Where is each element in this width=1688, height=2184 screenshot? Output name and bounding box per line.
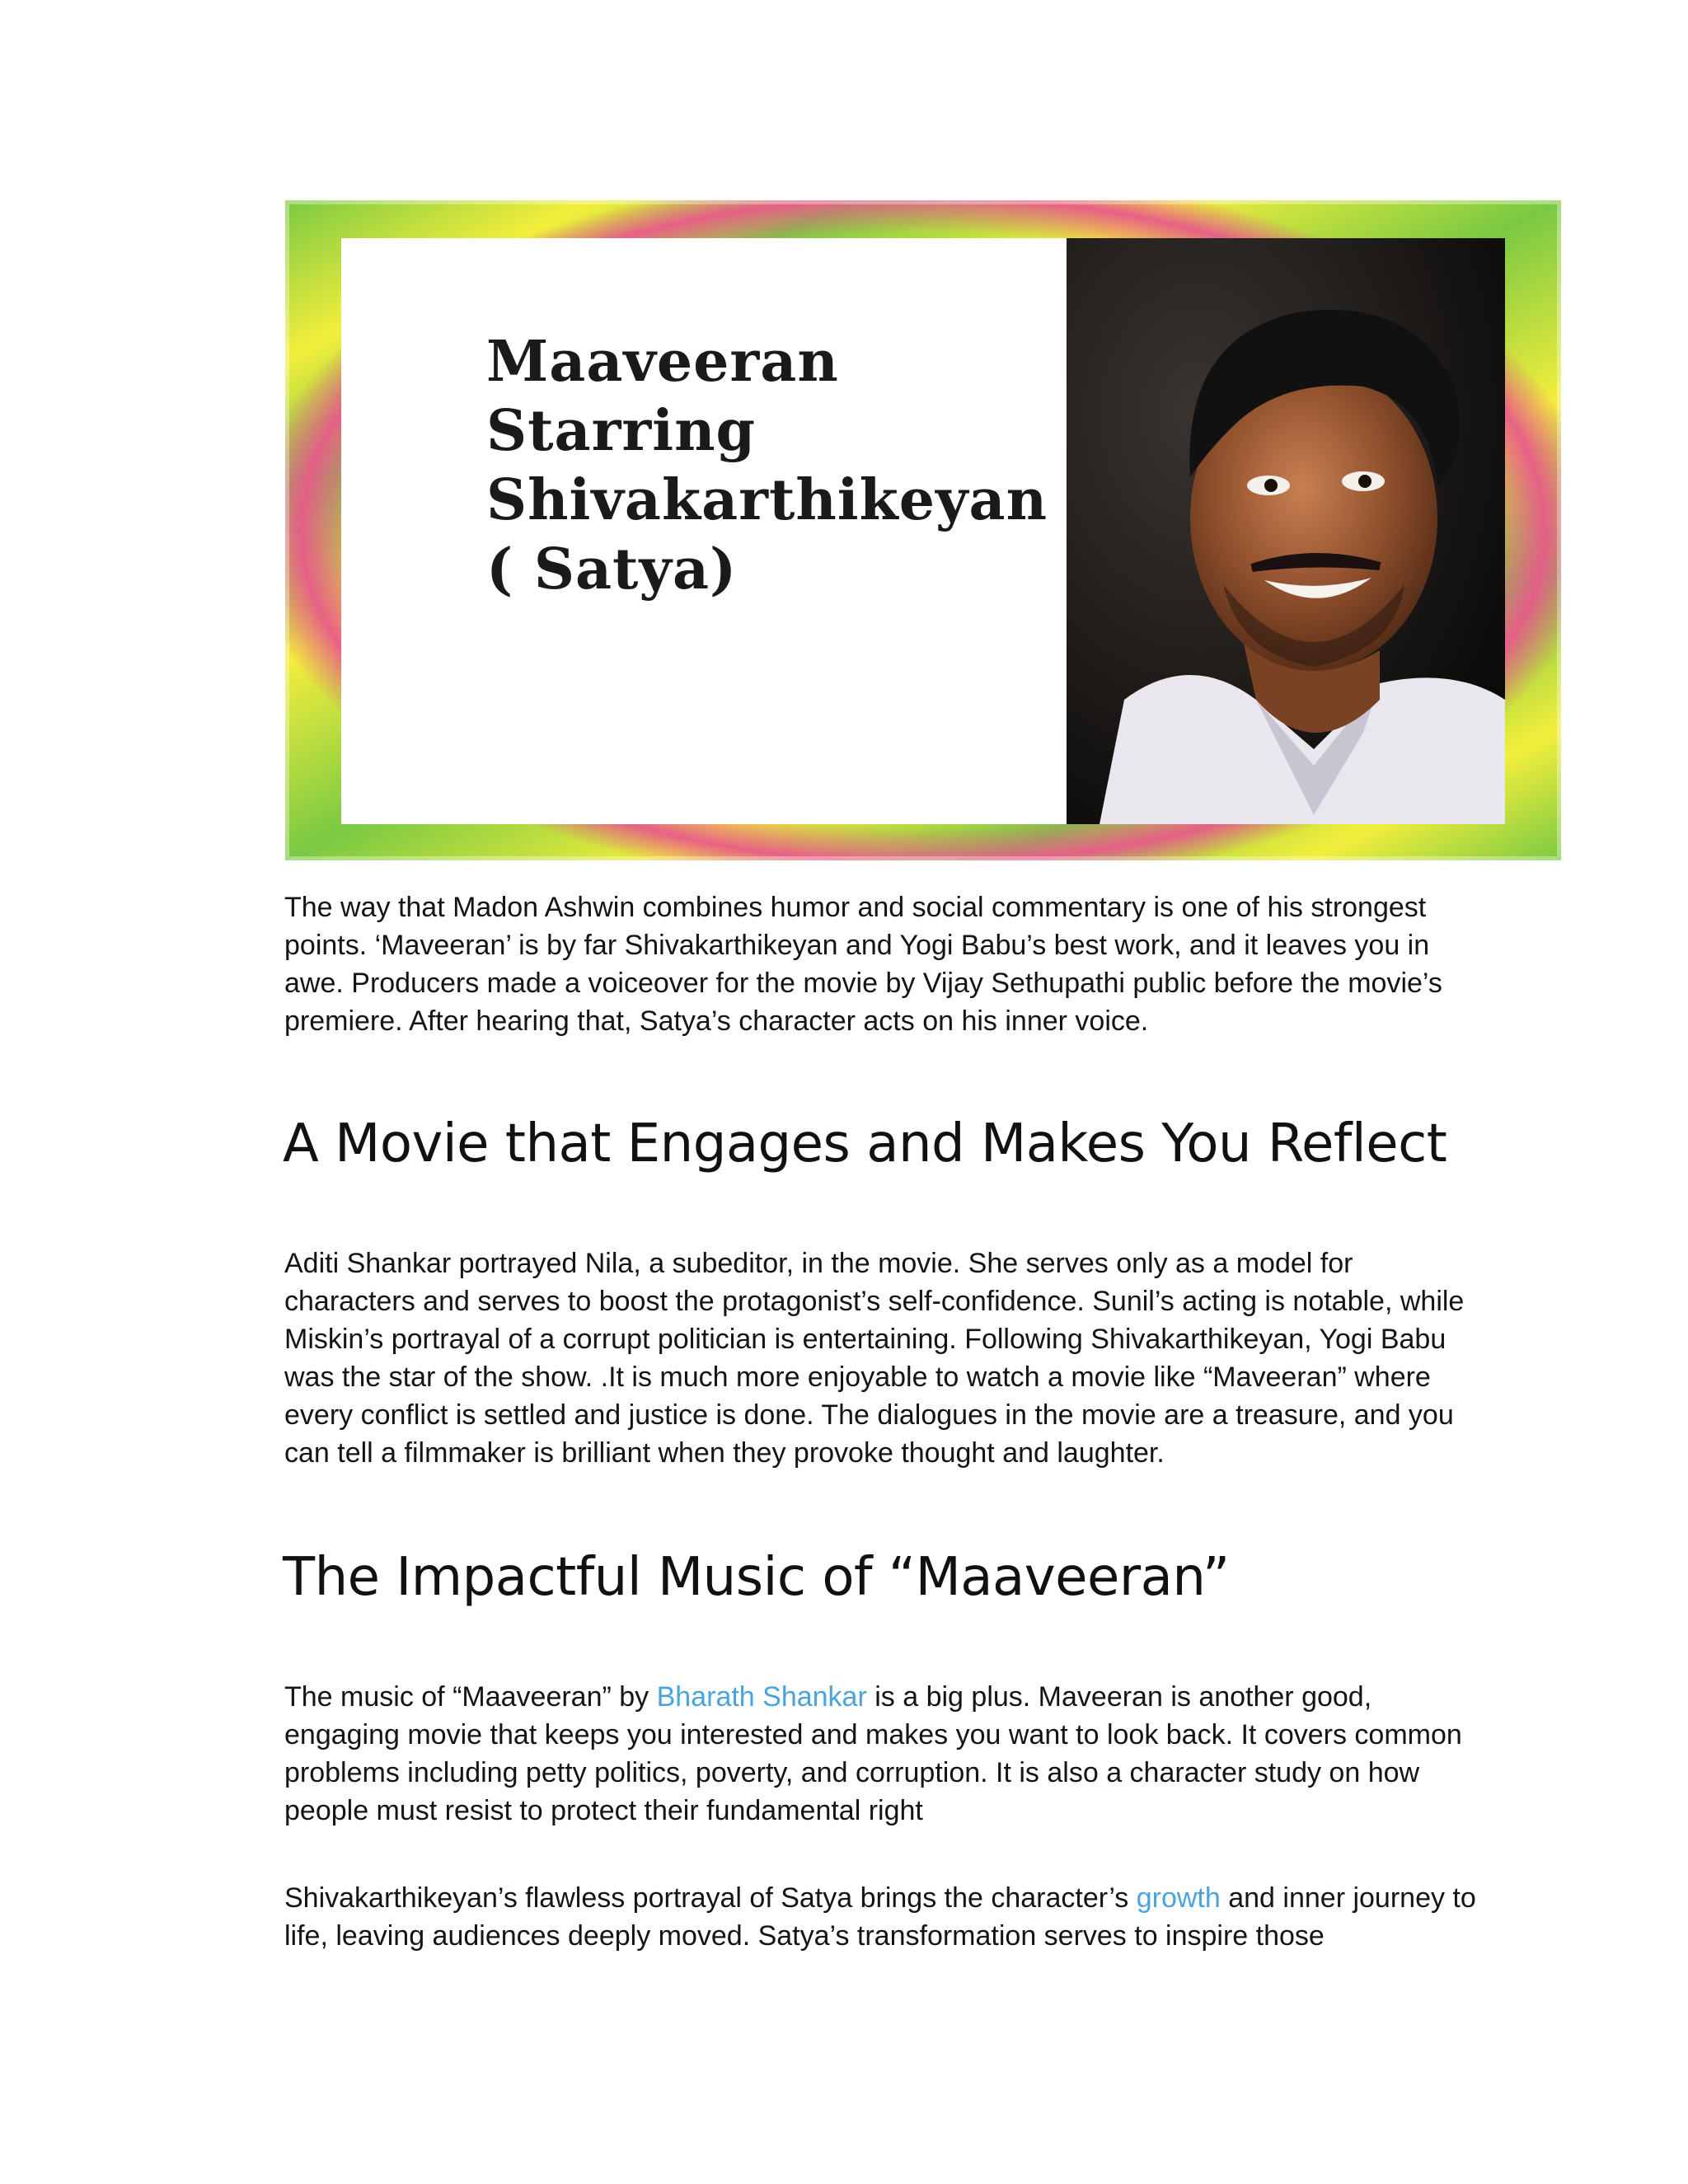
section-heading-engages: A Movie that Engages and Makes You Reflect: [283, 1113, 1447, 1174]
banner-title-line: Maaveeran: [486, 329, 839, 395]
paragraph-text: The music of “Maaveeran” by: [284, 1681, 657, 1713]
banner-image: [285, 200, 1561, 860]
paragraph-text: Shivakarthikeyan’s flawless portrayal of Satya brings the character’s: [284, 1882, 1137, 1914]
article-paragraph-4: [284, 1879, 1488, 1955]
article-paragraph-1: The way that Madon Ashwin combines humor and social commentary is one of his strongest points. ‘Maveeran’ is by far Shivakarthikeyan and Yogi Babu’s best work, and it leaves you in awe. Producers made a voiceover for the movie by Vijay Sethupathi public before the movie’s premiere. After hearing that, Satya’s character acts on his inner voice.: [284, 892, 1442, 1037]
growth-link[interactable]: growth: [1136, 1882, 1221, 1914]
banner-title: [486, 327, 1048, 604]
actor-portrait-image: [1067, 238, 1505, 824]
section-heading-music: The Impactful Music of “Maaveeran”: [283, 1547, 1230, 1608]
banner-title-line: Shivakarthikeyan: [486, 467, 1048, 533]
banner-title-line: Starring: [486, 398, 757, 464]
banner-title-line: ( Satya): [486, 537, 738, 602]
paragraph-text: is a big plus. Maveeran is another good, engaging movie that keeps you interested and makes you want to look back. It covers common problems including petty politics, poverty, and corruption. It is also a character study on how people must resist to protect their fundamental right: [284, 1681, 1462, 1826]
article-paragraph-2: Aditi Shankar portrayed Nila, a subeditor, in the movie. She serves only as a model for characters and serves to boost the protagonist’s self-confidence. Sunil’s acting is notable, while Miskin’s portrayal of a corrupt politician is entertaining. Following Shivakarthikeyan, Yogi Babu was the star of the show. .It is much more enjoyable to watch a movie like “Maveeran” where every conflict is settled and justice is done. The dialogues in the movie are a treasure, and you can tell a filmmaker is brilliant when they provoke thought and laughter.: [284, 1248, 1465, 1469]
paragraph-text: and inner journey to life, leaving audiences deeply moved. Satya’s transformation serves to inspire those: [284, 1882, 1476, 1952]
article-paragraph-3: [284, 1678, 1488, 1830]
bharath-shankar-link[interactable]: Bharath Shankar: [656, 1681, 867, 1713]
